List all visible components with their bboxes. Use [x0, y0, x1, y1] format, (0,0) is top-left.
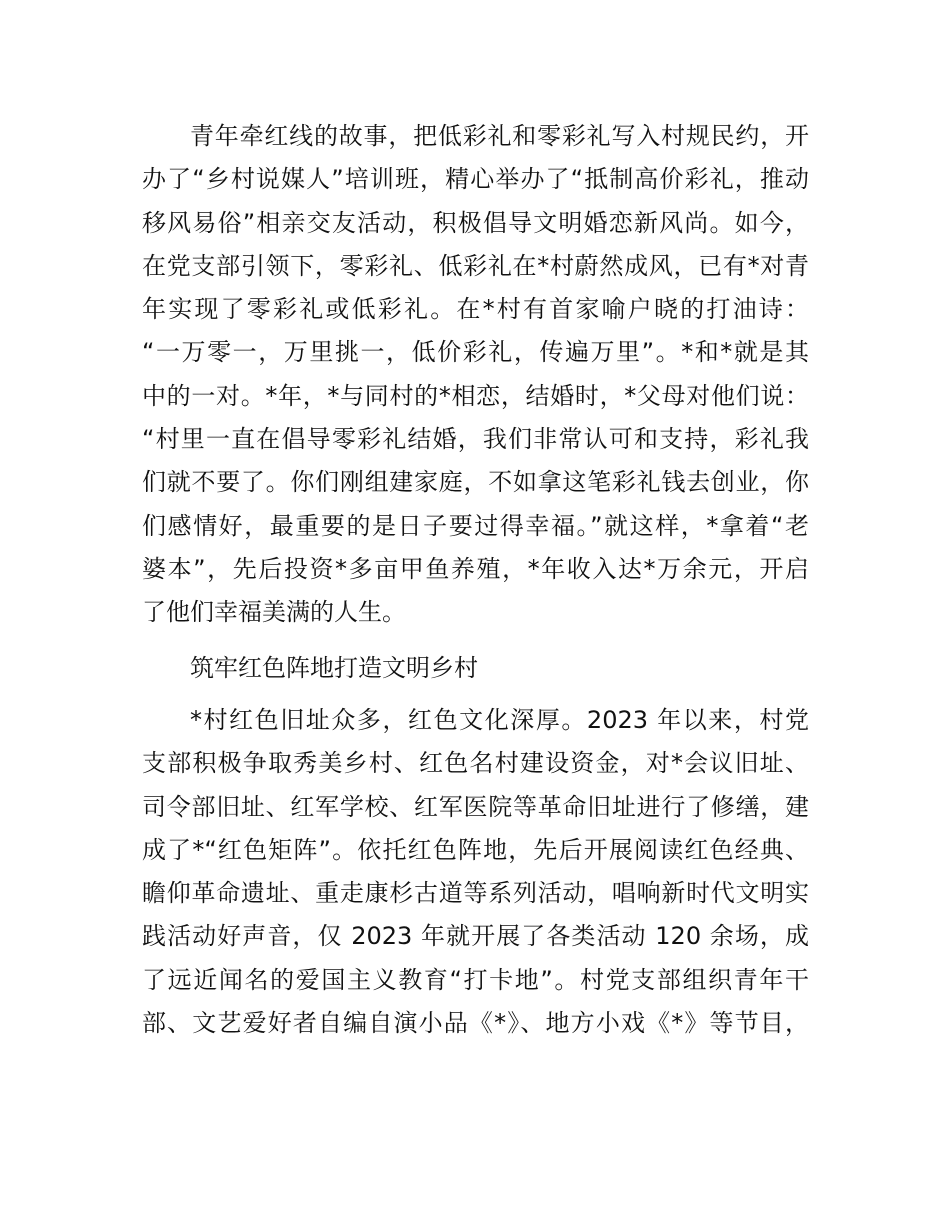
text-line: 们就不要了。你们刚组建家庭，不如拿这笔彩礼钱去创业，你: [142, 468, 809, 497]
text-line: 践活动好声音，仅 2023 年就开展了各类活动 120 余场，成: [142, 922, 809, 951]
text-line: 移风易俗”相亲交友活动，积极倡导文明婚恋新风尚。如今，: [142, 208, 809, 237]
text-line: 们感情好，最重要的是日子要过得幸福。”就这样，*拿着“老: [142, 511, 809, 540]
text-line: 了他们幸福美满的人生。: [142, 598, 406, 627]
text-line: 了远近闻名的爱国主义教育“打卡地”。村党支部组织青年干: [142, 965, 809, 994]
text-line: 部、文艺爱好者自编自演小品《*》、地方小戏《*》等节目，: [142, 1009, 809, 1038]
section-heading: [142, 647, 809, 690]
text-line: 婆本”，先后投资*多亩甲鱼养殖，*年收入达*万余元，开启: [142, 554, 809, 583]
section-heading-text: 筑牢红色阵地打造文明乡村: [190, 654, 478, 682]
text-line: “一万零一，万里挑一，低价彩礼，传遍万里”。*和*就是其: [142, 338, 809, 367]
text-line: 办了“乡村说媒人”培训班，精心举办了“抵制高价彩礼，推动: [142, 165, 809, 194]
text-line: 青年牵红线的故事，把低彩礼和零彩礼写入村规民约，开: [190, 122, 809, 150]
text-line: “村里一直在倡导零彩礼结婚，我们非常认可和支持，彩礼我: [142, 425, 809, 454]
text-line: 成了*“红色矩阵”。依托红色阵地，先后开展阅读红色经典、: [142, 835, 809, 864]
text-line: 在党支部引领下，零彩礼、低彩礼在*村蔚然成风，已有*对青: [142, 251, 809, 280]
text-line: 瞻仰革命遗址、重走康杉古道等系列活动，唱响新时代文明实: [142, 879, 809, 908]
text-line: *村红色旧址众多，红色文化深厚。2023 年以来，村党: [190, 706, 809, 734]
text-line: 司令部旧址、红军学校、红军医院等革命旧址进行了修缮，建: [142, 792, 809, 821]
paragraph-marriage-customs: [142, 115, 809, 635]
text-line: 支部积极争取秀美乡村、红色名村建设资金，对*会议旧址、: [142, 749, 809, 778]
text-line: 中的一对。*年，*与同村的*相恋，结婚时，*父母对他们说：: [142, 381, 809, 410]
text-line: 年实现了零彩礼或低彩礼。在*村有首家喻户晓的打油诗：: [142, 295, 809, 324]
paragraph-red-heritage: [142, 699, 809, 1045]
